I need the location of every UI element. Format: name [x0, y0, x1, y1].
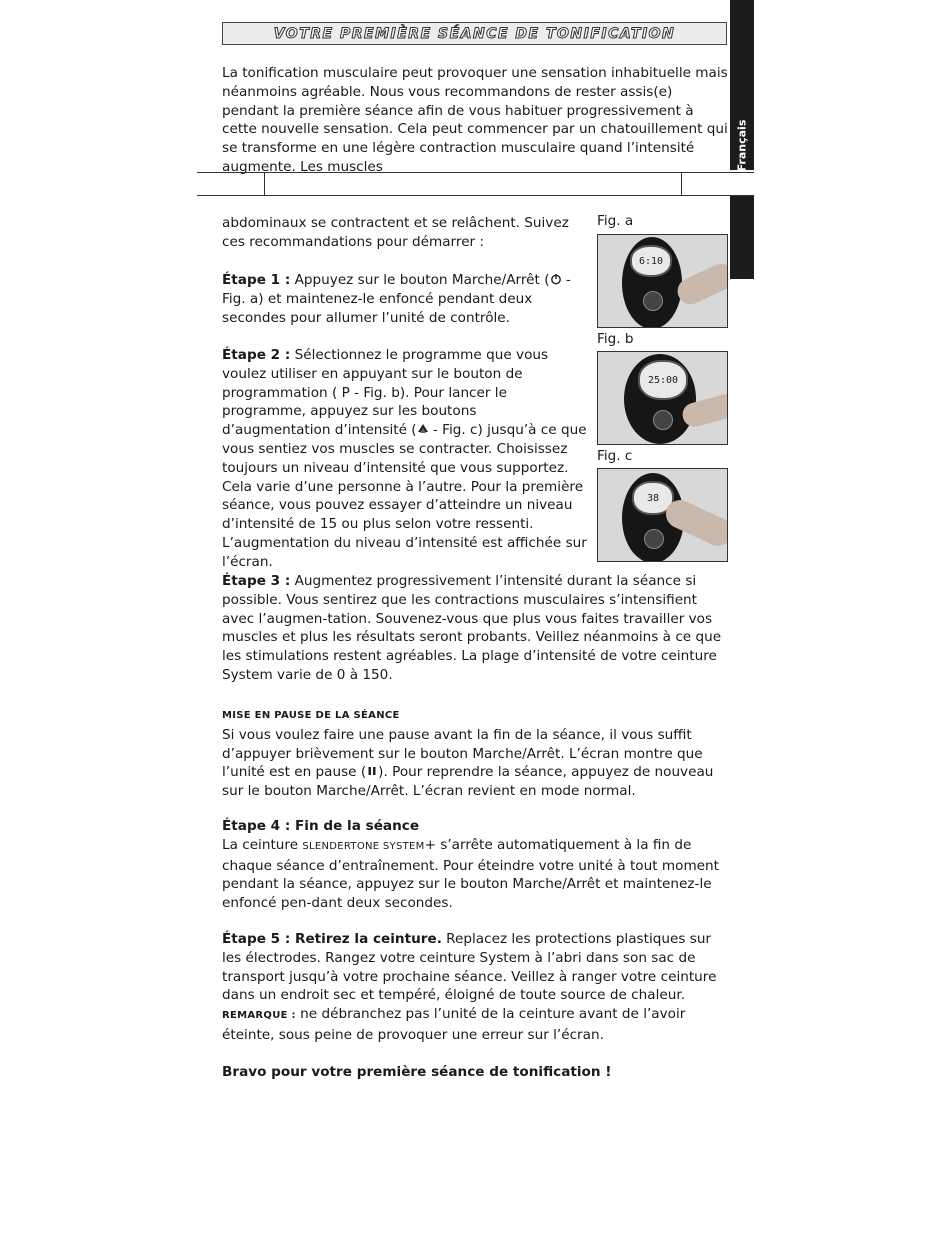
- step3-paragraph: [222, 572, 732, 685]
- fig-c-display: 38: [646, 492, 660, 504]
- fig-c-label: Fig. c: [597, 448, 633, 464]
- step4-text-a: La ceinture: [222, 836, 303, 853]
- step4-paragraph: [222, 817, 732, 913]
- step4-brand: SLENDERTONE SYSTEM: [302, 840, 425, 852]
- fig-a-label: Fig. a: [597, 213, 634, 229]
- intensity-up-icon: [417, 423, 429, 435]
- language-label: Français: [735, 119, 749, 171]
- fig-b-image: [597, 351, 728, 445]
- unit-screen: [630, 245, 672, 277]
- closing-line: Bravo pour votre première séance de tonification !: [222, 1064, 612, 1080]
- step4-text-b: + s’arrête automatiquement à la fin de chaque séance d’entraînement. Pour éteindre votre unité à tout moment pendant la séance, appuyez sur le bouton Marche/Arrêt et maintenez-le enfoncé pen-dant deux secondes.: [222, 836, 719, 912]
- divider-tick-left: [264, 172, 265, 195]
- step1-text-b: - Fig. a) et maintenez-le enfoncé pendant deux secondes pour allumer l’unité de contrôle.: [222, 272, 571, 326]
- unit-button: [643, 291, 663, 311]
- step2-text-a: Sélectionnez le programme que vous voulez utiliser en appuyant sur le bouton de programmation ( P - Fig. b). Pour lancer le programme, appuyez sur les boutons d’augmentation d’intensité (: [222, 347, 549, 439]
- continuation-paragraph: [222, 214, 587, 252]
- step1-text-a: Appuyez sur le bouton Marche/Arrêt (: [290, 272, 550, 288]
- pause-text-b: ). Pour reprendre la séance, appuyez de nouveau sur le bouton Marche/Arrêt. L’écran revient en mode normal.: [222, 764, 714, 800]
- fig-a-display: 6:10: [638, 255, 664, 267]
- section-title: VOTRE PREMIÈRE SÉANCE DE TONIFICATION: [273, 25, 676, 42]
- remark-label: REMARQUE :: [222, 1010, 296, 1022]
- step5-paragraph: [222, 930, 732, 1045]
- pause-heading: MISE EN PAUSE DE LA SÉANCE: [222, 710, 400, 721]
- fig-b-label: Fig. b: [597, 331, 634, 347]
- pause-icon: [366, 765, 378, 777]
- fig-a-image: [597, 234, 728, 328]
- unit-button: [653, 410, 673, 430]
- step3-label: Étape 3 :: [222, 573, 291, 589]
- section-header: [222, 22, 727, 45]
- fig-b-display: 25:00: [647, 374, 679, 386]
- divider-top: [197, 172, 754, 173]
- fig-c-image: [597, 468, 728, 562]
- language-tab-label: [730, 120, 754, 170]
- step5-text: Replacez les protections plastiques sur les électrodes. Rangez votre ceinture System à l’abri dans son sac de transport jusqu’à votre prochaine séance. Veillez à ranger votre ceinture dans un endroit sec et tempéré, éloigné de toute source de chaleur.: [222, 931, 717, 1004]
- step2-text-b: - Fig. c) jusqu’à ce que vous sentiez vos muscles se contracter. Choisissez toujours un niveau d’intensité que vous supportez. Cela varie d’une personne à l’autre. Pour la première séance, vous pouvez essayer d’atteindre un niveau d’intensité de 15 ou plus selon votre ressenti. L’augmentation du niveau d’intensité est affichée sur l’écran.: [222, 422, 587, 570]
- step2-paragraph: [222, 346, 587, 572]
- step3-text: Augmentez progressivement l’intensité durant la séance si possible. Vous sentirez que les contractions musculaires s’intensifient avec l’augmen-tation. Souvenez-vous que plus vous faites travailler vos muscles et plus les résultats seront probants. Veillez néanmoins à ce que les stimulations restent agréables. La plage d’intensité de votre ceinture System varie de 0 à 150.: [222, 573, 722, 683]
- continuation-text: abdominaux se contractent et se relâchent. Suivez ces recommandations pour démarrer :: [222, 215, 569, 250]
- divider-tick-right: [681, 172, 682, 195]
- step1-label: Étape 1 :: [222, 272, 291, 288]
- step2-label: Étape 2 :: [222, 347, 291, 363]
- step1-paragraph: [222, 271, 587, 327]
- unit-screen: [638, 360, 688, 400]
- pause-section: [222, 705, 732, 801]
- unit-button: [644, 529, 664, 549]
- divider-bottom: [197, 195, 754, 196]
- finger: [673, 260, 728, 309]
- pause-text-a: Si vous voulez faire une pause avant la fin de la séance, il vous suffit d’appuyer brièvement sur le bouton Marche/Arrêt. L’écran montre que l’unité est en pause (: [222, 726, 703, 781]
- remark-text: ne débranchez pas l’unité de la ceinture avant de l’avoir éteinte, sous peine de provoquer une erreur sur l’écran.: [222, 1006, 686, 1043]
- step4-label: Étape 4 : Fin de la séance: [222, 818, 420, 834]
- power-icon: [550, 273, 562, 285]
- step5-label: Étape 5 : Retirez la ceinture.: [222, 931, 442, 947]
- intro-paragraph: La tonification musculaire peut provoquer une sensation inhabituelle mais néanmoins agréable. Nous vous recommandons de rester assis(e) pendant la première séance afin de vous habituer progressivement à cette nouvelle sensation. Cela peut commencer par un chatouillement qui se transforme en une légère contraction musculaire quand l’intensité augmente. Les muscles: [222, 65, 728, 175]
- side-tab-block: [730, 196, 754, 279]
